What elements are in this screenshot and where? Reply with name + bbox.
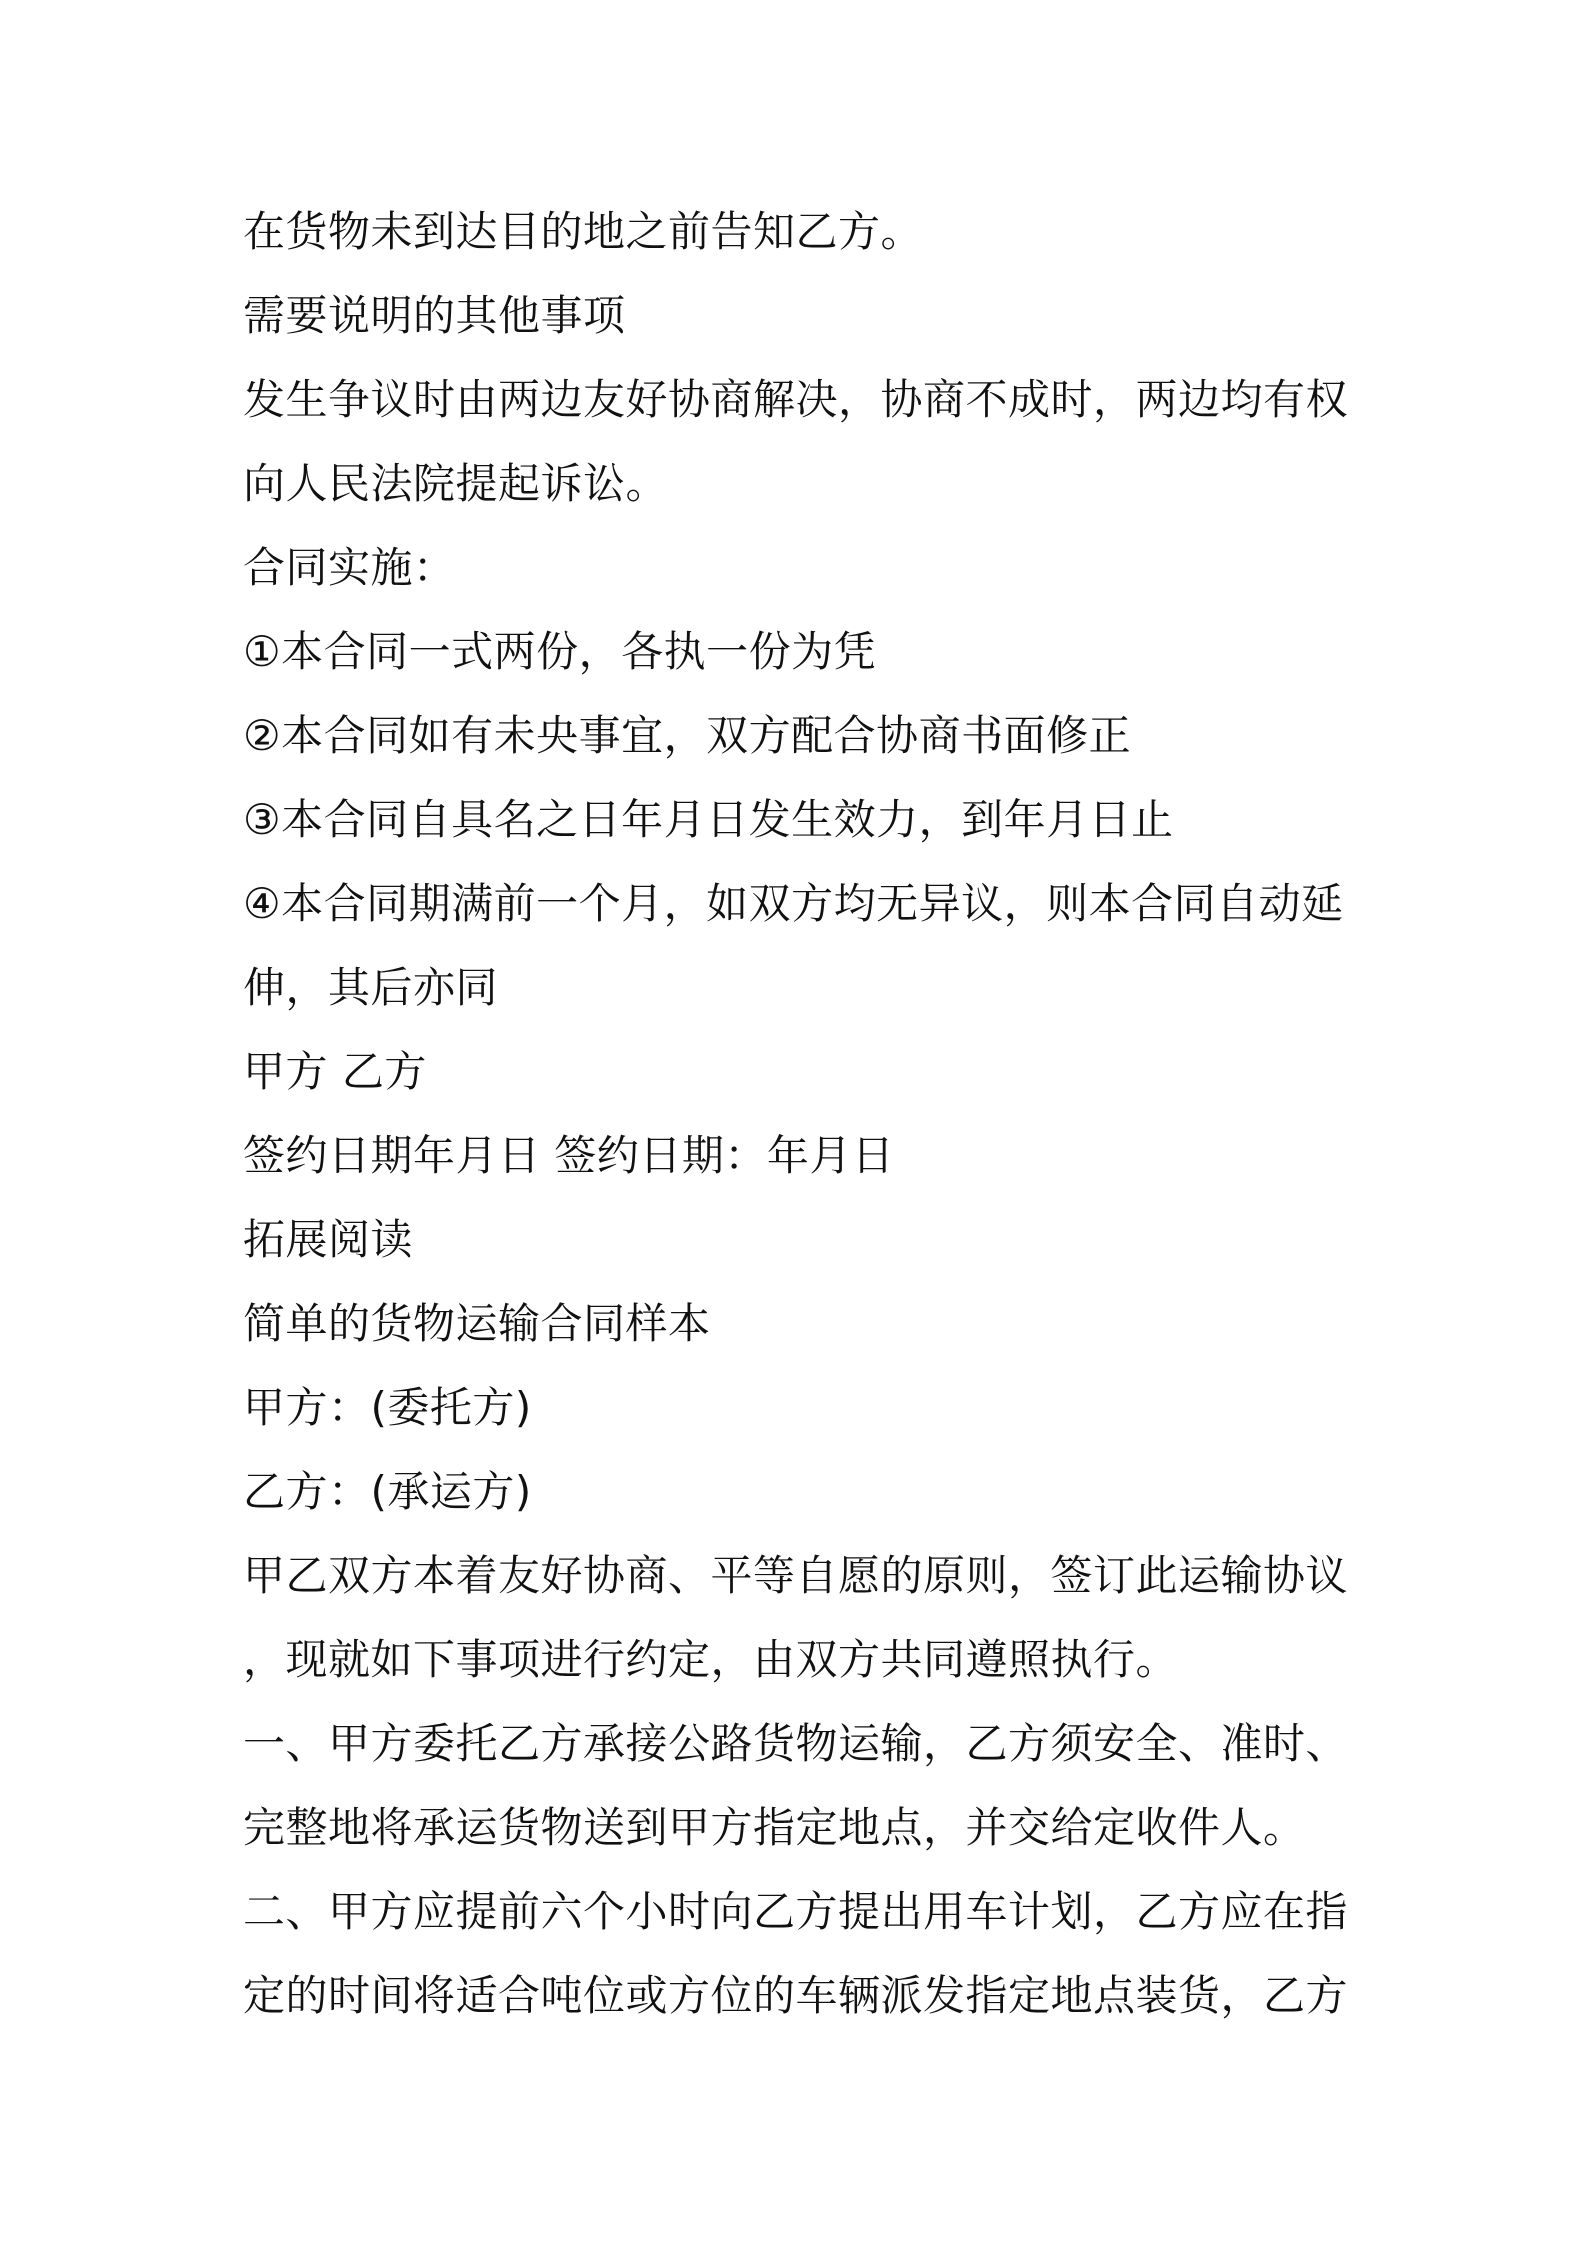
text-line-clause-4-part-2: 伸，其后亦同: [243, 963, 499, 1012]
text-line-party-b: 乙方：(承运方): [243, 1467, 532, 1516]
text-line-article-2-part-2: 定的时间将适合吨位或方位的车辆派发指定地点装货，乙方: [243, 1971, 1349, 2020]
text-line-dispute-2: 向人民法院提起诉讼。: [243, 459, 669, 508]
text-line-article-1-part-2: 完整地将承运货物送到甲方指定地点，并交给定收件人。: [243, 1803, 1306, 1852]
text-line-signing-dates: 签约日期年月日 签约日期：年月日: [243, 1131, 895, 1180]
text-line-clause-4-part-1: ④本合同期满前一个月，如双方均无异议，则本合同自动延: [243, 879, 1344, 928]
text-line-contract-implementation: 合同实施：: [243, 543, 456, 592]
text-line-party-a: 甲方：(委托方): [243, 1383, 532, 1432]
text-line-parties: 甲方 乙方: [243, 1047, 427, 1096]
text-line-article-1-part-1: 一、甲方委托乙方承接公路货物运输，乙方须安全、准时、: [243, 1719, 1349, 1768]
text-line-dispute-1: 发生争议时由两边友好协商解决，协商不成时，两边均有权: [243, 375, 1349, 424]
text-line-article-2-part-1: 二、甲方应提前六个小时向乙方提出用车计划，乙方应在指: [243, 1887, 1349, 1936]
text-line-clause-1: ①本合同一式两份，各执一份为凭: [243, 627, 877, 676]
text-line-notify-party-b: 在货物未到达目的地之前告知乙方。: [243, 207, 924, 256]
text-line-clause-3: ③本合同自具名之日年月日发生效力，到年月日止: [243, 795, 1174, 844]
text-line-sample-title: 简单的货物运输合同样本: [243, 1299, 711, 1348]
text-line-principle-2: ，现就如下事项进行约定，由双方共同遵照执行。: [243, 1635, 1179, 1684]
document-body: [243, 190, 1363, 2038]
text-line-clause-2: ②本合同如有未央事宜，双方配合协商书面修正: [243, 711, 1132, 760]
text-line-other-matters: 需要说明的其他事项: [243, 291, 626, 340]
text-line-extended-reading: 拓展阅读: [243, 1215, 414, 1264]
text-line-principle-1: 甲乙双方本着友好协商、平等自愿的原则，签订此运输协议: [243, 1551, 1349, 1600]
